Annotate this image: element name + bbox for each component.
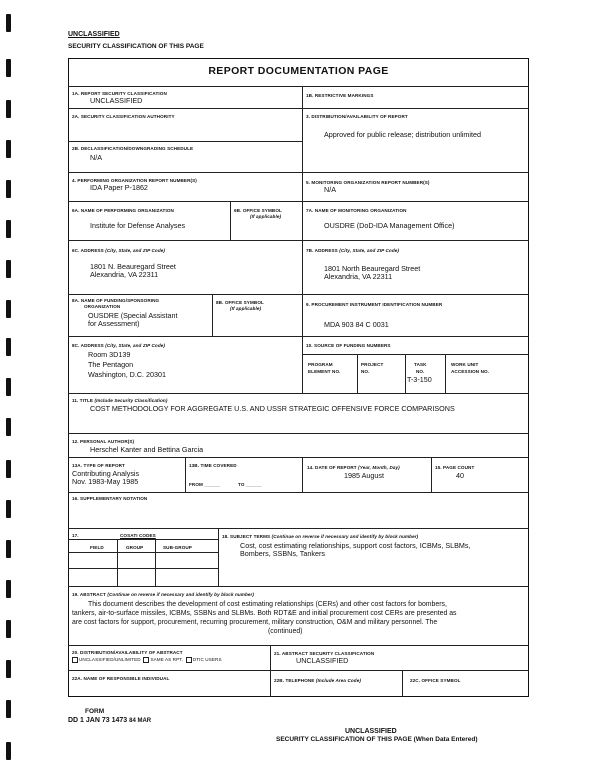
abstract-label: 19. ABSTRACT (Continue on reverse if necessary and identify by block number) (72, 592, 255, 597)
declassification-schedule-label: 2B. DECLASSIFICATION/DOWNGRADING SCHEDULE (72, 146, 194, 151)
binder-hole-mark (6, 14, 11, 32)
binder-hole-mark (6, 742, 11, 760)
footer-caption: SECURITY CLASSIFICATION OF THIS PAGE (When Data Entered) (276, 736, 478, 743)
performing-report-number-value: IDA Paper P-1862 (90, 183, 148, 192)
performing-address-line1: 1801 N. Beauregard Street (90, 262, 176, 271)
classification-authority-label: 2A. SECURITY CLASSIFICATION AUTHORITY (72, 114, 175, 119)
program-element-header: PROGRAM (308, 362, 333, 367)
binder-hole-mark (6, 100, 11, 118)
task-header: TASK (414, 362, 427, 367)
form-id: DD 1 JAN 73 1473 84 MAR (68, 717, 152, 724)
binder-hole-mark (6, 700, 11, 718)
telephone-label: 22B. TELEPHONE (Include Area Code) (274, 678, 361, 683)
task-header-2: NO. (416, 369, 425, 374)
report-type-label: 13A. TYPE OF REPORT (72, 463, 125, 468)
performing-address-label: 6C. ADDRESS (City, State, and ZIP Code) (72, 248, 166, 253)
page-title: REPORT DOCUMENTATION PAGE (208, 65, 389, 77)
cosati-subgroup-header: SUB-GROUP (163, 545, 192, 550)
authors-value: Herschel Kanter and Bettina Garcia (90, 445, 204, 454)
binder-hole-mark (6, 378, 11, 396)
program-element-header-2: ELEMENT NO. (308, 369, 341, 374)
cosati-group-header: GROUP (126, 545, 144, 550)
form-label: FORM (85, 708, 105, 715)
binder-hole-mark (6, 540, 11, 558)
funding-organization-line2: for Assessment) (88, 319, 140, 328)
report-security-classification-value: UNCLASSIFIED (90, 96, 143, 105)
abstract-line3: are cost factors for support, procurement, recurring procurement, military construction, O&M and military personnel. The (72, 619, 438, 626)
monitoring-address-label: 7B. ADDRESS (City, State, and ZIP Code) (306, 248, 400, 253)
performing-report-number-label: 4. PERFORMING ORGANIZATION REPORT NUMBER(S) (72, 178, 197, 183)
funding-organization-label-2: ORGANIZATION (84, 304, 121, 309)
same-as-report-checkbox[interactable] (143, 657, 149, 663)
funding-address-label: 8C. ADDRESS (City, State, and ZIP Code) (72, 343, 166, 348)
performing-address-line2: Alexandria, VA 22311 (90, 270, 159, 279)
monitoring-organization-value: OUSDRE (DoD-IDA Management Office) (324, 221, 455, 230)
cosati-codes-title: COSATI CODES (120, 533, 156, 538)
binder-hole-mark (6, 300, 11, 318)
cosati-field-header: FIELD (90, 545, 104, 550)
office-symbol-6b-label: 6B. OFFICE SYMBOL (234, 208, 282, 213)
funding-address-line2: The Pentagon (88, 360, 134, 369)
page-count-label: 15. PAGE COUNT (435, 465, 475, 470)
abstract-line4: (continued) (268, 628, 303, 635)
performing-organization-value: Institute for Defense Analyses (90, 221, 186, 230)
time-covered-label: 13B. TIME COVERED (189, 463, 237, 468)
binder-hole-mark (6, 140, 11, 158)
binder-hole-mark (6, 59, 11, 77)
page-count-value: 40 (456, 471, 464, 480)
header-caption: SECURITY CLASSIFICATION OF THIS PAGE (68, 43, 204, 50)
cosati-number: 17. (72, 533, 79, 538)
binder-hole-mark (6, 620, 11, 638)
abstract-distribution-options: UNCLASSIFIED/UNLIMITED SAME AS RPT. DTIC USERS (72, 657, 222, 663)
monitoring-report-number-label: 5. MONITORING ORGANIZATION REPORT NUMBER(S) (306, 180, 430, 185)
monitoring-address-line2: Alexandria, VA 22311 (324, 272, 393, 281)
office-symbol-8b-label: 8B. OFFICE SYMBOL (216, 300, 264, 305)
dtic-users-checkbox[interactable] (186, 657, 192, 663)
report-security-classification-label: 1A. REPORT SECURITY CLASSIFICATION (72, 91, 167, 96)
footer-classification: UNCLASSIFIED (345, 728, 397, 735)
time-covered-from: FROM ______ (189, 482, 221, 487)
declassification-schedule-value: N/A (90, 153, 102, 162)
procurement-number-label: 9. PROCUREMENT INSTRUMENT IDENTIFICATION NUMBER (306, 302, 443, 307)
work-unit-header: WORK UNIT (451, 362, 479, 367)
binder-hole-mark (6, 580, 11, 598)
distribution-label: 3. DISTRIBUTION/AVAILABILITY OF REPORT (306, 114, 408, 119)
binder-hole-mark (6, 500, 11, 518)
project-header-2: NO. (361, 369, 370, 374)
binder-hole-mark (6, 460, 11, 478)
binder-hole-mark (6, 338, 11, 356)
monitoring-report-number-value: N/A (324, 185, 336, 194)
office-symbol-6b-note: (If applicable) (250, 214, 282, 219)
task-number-value: T-3-150 (407, 375, 432, 384)
title-label: 11. TITLE (Include Security Classification) (72, 398, 168, 403)
binder-hole-mark (6, 418, 11, 436)
report-type-line2: Nov. 1983-May 1985 (72, 477, 139, 486)
binder-hole-mark (6, 260, 11, 278)
supplementary-notation-label: 16. SUPPLEMENTARY NOTATION (72, 496, 148, 501)
funding-sources-label: 10. SOURCE OF FUNDING NUMBERS (306, 343, 391, 348)
authors-label: 12. PERSONAL AUTHOR(S) (72, 439, 135, 444)
title-value: COST METHODOLOGY FOR AGGREGATE U.S. AND USSR STRATEGIC OFFENSIVE FORCE COMPARISONS (90, 404, 455, 413)
office-symbol-8b-note: (If applicable) (230, 306, 262, 311)
work-unit-header-2: ACCESSION NO. (451, 369, 490, 374)
header-classification: UNCLASSIFIED (68, 31, 120, 38)
abstract-line1: This document describes the development of cost estimating relationships (CERs) and other cost factors for bombers, (88, 601, 447, 608)
subject-terms-line2: Bombers, SSBNs, Tankers (240, 549, 325, 558)
responsible-individual-label: 22A. NAME OF RESPONSIBLE INDIVIDUAL (72, 676, 170, 681)
subject-terms-line1: Cost, cost estimating relationships, support cost factors, ICBMs, SLBMs, (240, 541, 471, 550)
report-date-label: 14. DATE OF REPORT (Year, Month, Day) (307, 465, 400, 470)
funding-organization-label: 8A. NAME OF FUNDING/SPONSORING (72, 298, 160, 303)
binder-hole-mark (6, 180, 11, 198)
report-date-value: 1985 August (344, 471, 384, 480)
subject-terms-label: 18. SUBJECT TERMS (Continue on reverse if necessary and identify by block number) (222, 534, 419, 539)
distribution-value: Approved for public release; distribution unlimited (324, 130, 482, 139)
unclassified-unlimited-checkbox[interactable] (72, 657, 78, 663)
monitoring-organization-label: 7A. NAME OF MONITORING ORGANIZATION (306, 208, 407, 213)
abstract-classification-value: UNCLASSIFIED (296, 656, 349, 665)
restrictive-markings-label: 1B. RESTRICTIVE MARKINGS (306, 93, 374, 98)
funding-address-line3: Washington, D.C. 20301 (88, 370, 167, 379)
report-type-line1: Contributing Analysis (72, 469, 140, 478)
procurement-number-value: MDA 903 84 C 0031 (324, 320, 389, 329)
abstract-classification-label: 21. ABSTRACT SECURITY CLASSIFICATION (274, 651, 375, 656)
time-covered-to: TO ______ (238, 482, 262, 487)
monitoring-address-line1: 1801 North Beauregard Street (324, 264, 421, 273)
abstract-line2: tankers, air-to-surface missiles, ICBMs, SSBNs and SLBMs. Both RDT&E and initial procurement cost CERs are presented as (72, 610, 457, 617)
office-symbol-22c-label: 22C. OFFICE SYMBOL (410, 678, 461, 683)
funding-organization-line1: OUSDRE (Special Assistant (88, 311, 178, 320)
abstract-distribution-label: 20. DISTRIBUTION/AVAILABILITY OF ABSTRACT (72, 650, 183, 655)
performing-organization-label: 6A. NAME OF PERFORMING ORGANIZATION (72, 208, 174, 213)
binder-hole-mark (6, 660, 11, 678)
binder-hole-mark (6, 220, 11, 238)
funding-address-line1: Room 3D139 (88, 350, 131, 359)
project-header: PROJECT (361, 362, 384, 367)
